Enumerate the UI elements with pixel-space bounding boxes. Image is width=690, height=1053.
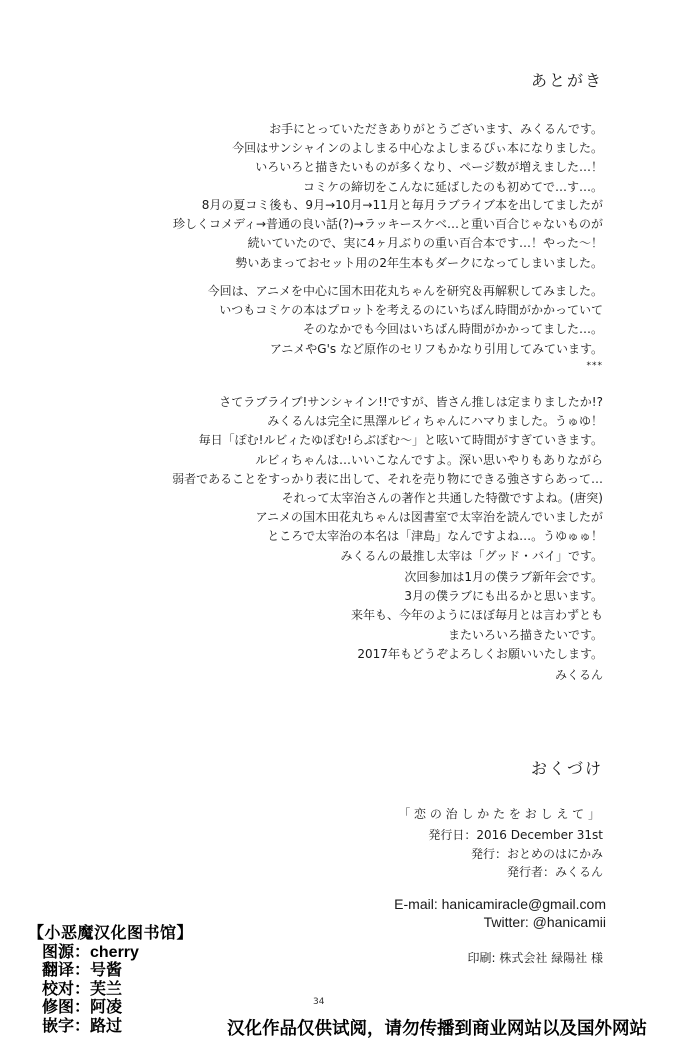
text-line: アニメの国木田花丸ちゃんは図書室で太宰治を読んでいましたが bbox=[255, 510, 603, 525]
text-line: 来年も、今年のようにほぼ毎月とは言わずとも bbox=[350, 608, 603, 623]
text-line: 勢いあまっておセット用の2年生本もダークになってしまいました。 bbox=[235, 255, 603, 270]
text-line: 8月の夏コミ後も、9月→10月→11月と毎月ラブライブ本を出してましたが bbox=[201, 198, 603, 212]
text-line: いつもコミケの本はプロットを考えるのにいちばん時間がかかっていて bbox=[219, 303, 603, 318]
afterword-paragraph-next-event bbox=[351, 568, 603, 664]
credit-row: 修图：阿凌 bbox=[42, 999, 123, 1016]
text-line: みくるんは完全に黒澤ルビィちゃんにハマりました。うゅゆ！ bbox=[267, 414, 603, 429]
text-line: コミケの締切をこんなに延ばしたのも初めてで…す…。 bbox=[302, 179, 603, 194]
text-line: いろいろと描きたいものが多くなり、ページ数が増えました…！ bbox=[255, 160, 603, 175]
text-line: 珍しくコメディ→普通の良い話(?)→ラッキースケベ…と重い百合じゃないものが bbox=[172, 217, 603, 232]
text-line: ルビィちゃんは…いいこなんですよ。深い思いやりもありながら bbox=[255, 452, 603, 467]
text-line: みくるんの最推し太宰は「グッド・バイ」です。 bbox=[340, 548, 603, 563]
text-line: 続いていたので、実に4ヶ月ぶりの重い百合本です…！やった～！ bbox=[247, 236, 603, 251]
afterword-signature: みくるん bbox=[554, 668, 603, 682]
text-line: 3月の僕ラブにも出るかと思います。 bbox=[404, 589, 603, 604]
contact-email: E-mail: hanicamiracle@gmail.com bbox=[394, 896, 606, 912]
colophon-title: おくづけ bbox=[530, 759, 603, 778]
publisher-circle: 発行：おとめのはにかみ bbox=[470, 847, 603, 861]
credit-row: 嵌字：路过 bbox=[42, 1017, 123, 1035]
section-separator: *** bbox=[586, 361, 603, 371]
afterword-title: あとがき bbox=[530, 71, 603, 90]
contact-twitter: Twitter: @hanicamii bbox=[483, 914, 606, 930]
credits-header: 【小恶魔汉化图书馆】 bbox=[28, 925, 194, 942]
printer-info: 印刷: 株式会社 緑陽社 様 bbox=[467, 951, 603, 965]
publication-date: 発行日：2016 December 31st bbox=[428, 828, 603, 842]
scanlation-credits bbox=[28, 925, 193, 1036]
afterword-paragraph-2 bbox=[173, 196, 603, 273]
text-line: 2017年もどうぞよろしくお願いいたします。 bbox=[357, 646, 603, 661]
text-line: ところで太宰治の本名は「津島」なんですよね…。うゆゅゅ！ bbox=[267, 529, 603, 544]
text-line: 今回はサンシャインのよしまる中心なよしまるぴぃ本になりました。 bbox=[232, 141, 603, 156]
credit-row: 校对：芙兰 bbox=[42, 980, 123, 998]
book-title: 「 恋 の 治 し か た を お し え て 」 bbox=[398, 807, 600, 821]
text-line: アニメやG's など原作のセリフもかなり引用してみています。 bbox=[269, 341, 603, 356]
text-line: 弱者であることをすっかり表に出して、それを売り物にできる強さすらあって… bbox=[172, 471, 603, 486]
text-line: 今回は、アニメを中心に国木田花丸ちゃんを研究＆再解釈してみました。 bbox=[207, 284, 603, 298]
text-line: 毎日「ぽむ!ルビィたゆぽむ!らぶぽむ～」と呟いて時間がすぎていきます。 bbox=[198, 433, 603, 448]
text-line: さてラブライブ!サンシャイン!!ですが、皆さん推しは定まりましたか!? bbox=[219, 395, 603, 409]
text-line: それって太宰治さんの著作と共通した特徴ですよね。(唐突) bbox=[281, 491, 603, 506]
scanlation-notice: 汉化作品仅供试阅，请勿传播到商业网站以及国外网站 bbox=[227, 1018, 647, 1038]
afterword-paragraph-1 bbox=[232, 120, 603, 197]
text-line: またいろいろ描きたいです。 bbox=[447, 627, 603, 642]
publisher-author: 発行者：みくるん bbox=[506, 865, 603, 879]
text-line: お手にとっていただきありがとうございます、みくるんです。 bbox=[269, 122, 603, 136]
text-line: 次回参加は1月の僕ラブ新年会です。 bbox=[404, 570, 603, 584]
afterword-paragraph-3 bbox=[208, 282, 603, 359]
page-number: 34 bbox=[313, 997, 325, 1007]
credit-row: 图源：cherry bbox=[42, 943, 139, 961]
text-line: そのなかでも今回はいちばん時間がかかってました…。 bbox=[302, 322, 603, 337]
credit-row: 翻译：号酱 bbox=[42, 962, 123, 979]
afterword-paragraph-sunshine bbox=[172, 393, 603, 566]
